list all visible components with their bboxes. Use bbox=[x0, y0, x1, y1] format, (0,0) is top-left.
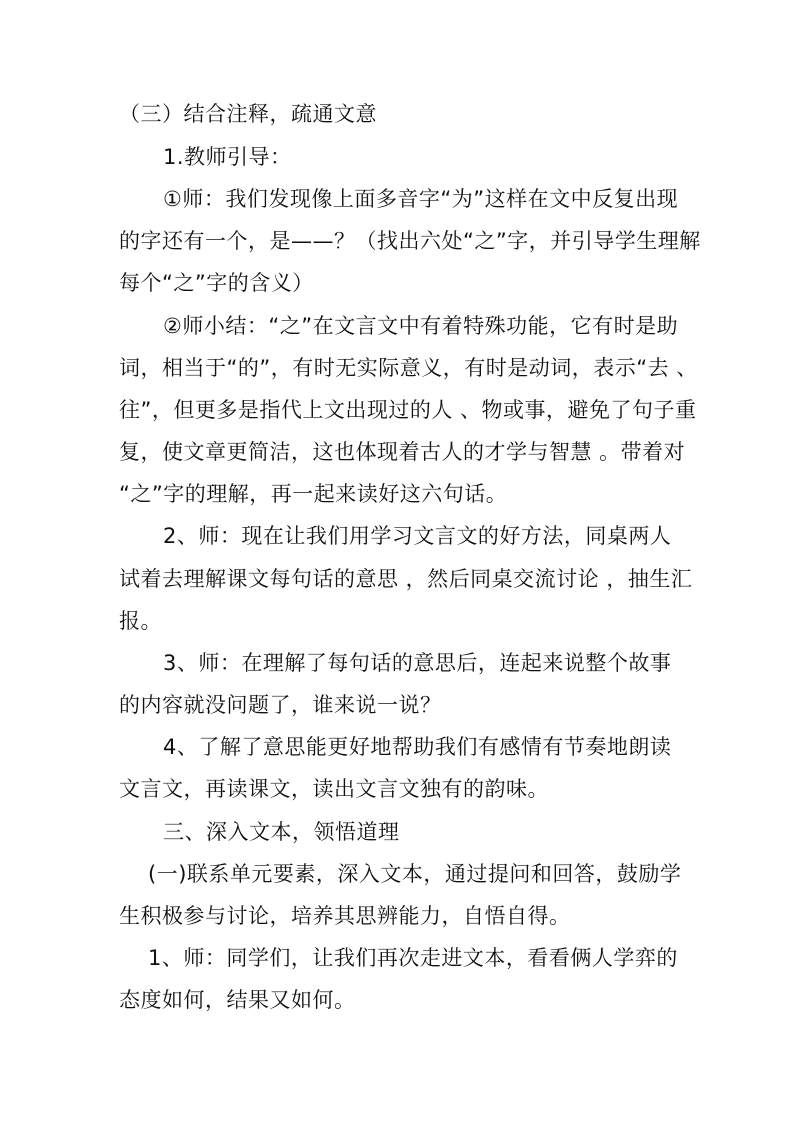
paragraph-line: 报。 bbox=[119, 609, 162, 633]
paragraph-line: 的字还有一个，是——？（找出六处“之”字，并引导学生理解 bbox=[119, 229, 701, 253]
paragraph-line: 2、师：现在让我们用学习文言文的好方法，同桌两人 bbox=[163, 524, 672, 548]
paragraph-line: 3、师：在理解了每句话的意思后，连起来说整个故事 bbox=[163, 651, 672, 675]
paragraph-line: 4、了解了意思能更好地帮助我们有感情有节奏地朗读 bbox=[163, 735, 672, 759]
paragraph-line: 生积极参与讨论，培养其思辨能力，自悟自得。 bbox=[119, 904, 571, 928]
paragraph-line: ②师小结：“之”在文言文中有着特殊功能，它有时是助 bbox=[163, 314, 679, 338]
paragraph-line: 1、师：同学们，让我们再次走进文本，看看俩人学弈的 bbox=[148, 946, 678, 970]
paragraph-line: 试着去理解课文每句话的意思 ，然后同桌交流讨论 ，抽生汇 bbox=[119, 567, 693, 591]
paragraph-line: 复，使文章更简洁，这也体现着古人的才学与智慧 。带着对 bbox=[119, 440, 686, 464]
paragraph-line: 往”，但更多是指代上文出现过的人 、物或事，避免了句子重 bbox=[119, 398, 697, 422]
paragraph-line: 每个“之”字的含义） bbox=[119, 271, 314, 295]
paragraph-line: ①师：我们发现像上面多音字“为”这样在文中反复出现 bbox=[163, 187, 679, 211]
paragraph-line: 态度如何，结果又如何。 bbox=[119, 988, 356, 1012]
section-heading: 三、深入文本，领悟道理 bbox=[163, 820, 400, 844]
section-heading: （三）结合注释，疏通文意 bbox=[119, 102, 377, 126]
paragraph-line: 词，相当于“的”，有时无实际意义，有时是动词，表示“去 、 bbox=[119, 356, 698, 380]
paragraph-line: 1.教师引导： bbox=[163, 145, 292, 169]
paragraph-line: 文言文，再读课文，读出文言文独有的韵味。 bbox=[119, 777, 549, 801]
paragraph-line: 的内容就没问题了，谁来说一说？ bbox=[119, 693, 442, 717]
paragraph-line: (一)联系单元要素，深入文本，通过提问和回答，鼓励学 bbox=[148, 862, 682, 886]
paragraph-line: “之”字的理解，再一起来读好这六句话。 bbox=[119, 482, 508, 506]
